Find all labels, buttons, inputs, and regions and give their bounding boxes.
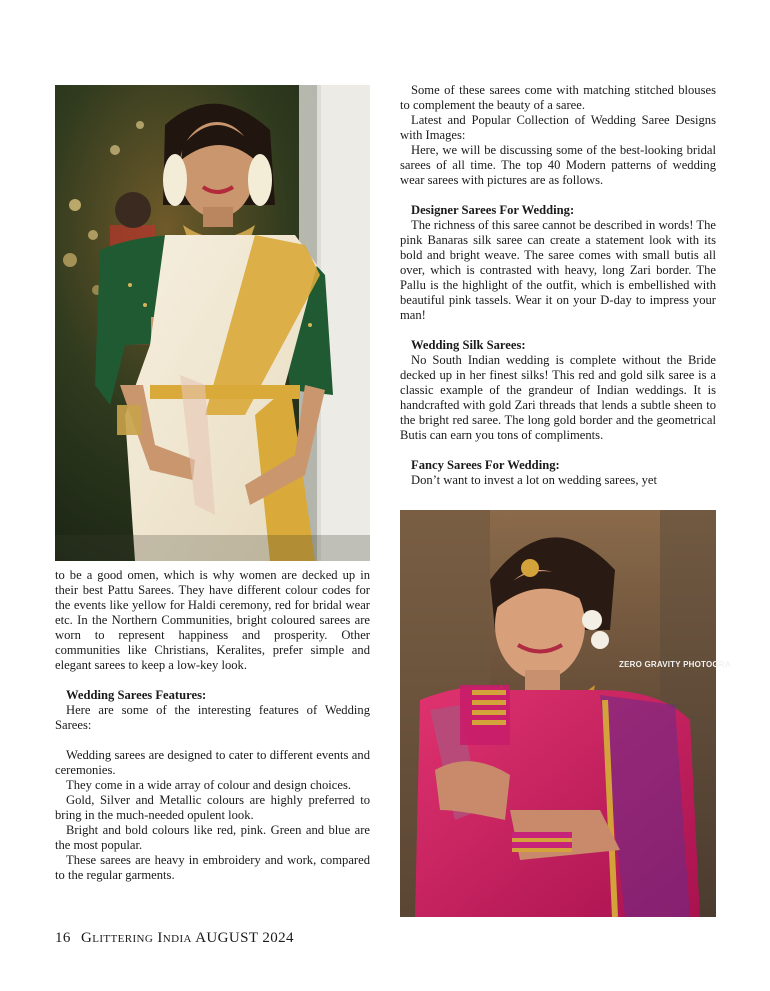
paragraph: Some of these sarees come with matching stitched blouses to complement the beauty of a saree. <box>400 83 716 112</box>
feature-item: These sarees are heavy in embroidery and work, compared to the regular garments. <box>55 853 370 882</box>
paragraph: to be a good omen, which is why women are decked up in their best Pattu Sarees. They have different colour codes for the events like yellow for Haldi ceremony, red for bridal wear etc. In the Northern Communities, bright coloured sarees are worn to represent happiness and prosperity. Other communities like Christians, Keralites, prefer simple and elegant sarees to keep a low-key look. <box>55 568 370 672</box>
paragraph: No South Indian wedding is complete without the Bride decked up in her finest silks! This red and gold silk saree is a classic example of the grandeur of Indian weddings. It is handcrafted with gold Zari threads that lends a subtle sheen to the bright red saree. The long gold border and the geometrical Butis can earn you tons of compliments. <box>400 353 716 442</box>
section-heading: Wedding Silk Sarees: <box>411 338 526 352</box>
article-column-left <box>55 568 370 883</box>
photo-cream-gold-saree-image <box>55 85 370 561</box>
paragraph: The richness of this saree cannot be described in words! The pink Banaras silk saree can create a statement look with its bold and bright weave. The saree comes with small butis all over, which is contrasted with heavy, long Zari border. The Pallu is the highlight of the outfit, which is embellished with beautiful pink tassels. Wear it on your D-day to impress your man! <box>400 218 716 322</box>
section-heading: Designer Sarees For Wedding: <box>411 203 575 217</box>
feature-item: They come in a wide array of colour and design choices. <box>66 778 352 792</box>
feature-item: Wedding sarees are designed to cater to different events and ceremonies. <box>55 748 370 777</box>
photo-watermark: ZERO GRAVITY PHOTOGRA <box>619 660 731 669</box>
paragraph: Here, we will be discussing some of the best-looking bridal sarees of all time. The top 40 Modern patterns of wedding wear sarees with pictures are as follows. <box>400 143 716 187</box>
paragraph: Don’t want to invest a lot on wedding sarees, yet <box>411 473 657 487</box>
section-heading: Fancy Sarees For Wedding: <box>411 458 560 472</box>
photo-pink-bridal-saree-image <box>400 510 716 917</box>
article-column-right <box>400 83 716 488</box>
page-footer <box>55 930 294 947</box>
paragraph: Latest and Popular Collection of Wedding Saree Designs with Images: <box>400 113 716 142</box>
feature-item: Gold, Silver and Metallic colours are highly preferred to bring in the much-needed opulent look. <box>55 793 370 822</box>
magazine-name: Glittering India <box>80 930 192 946</box>
photo-cream-gold-saree <box>55 85 370 561</box>
section-heading: Wedding Sarees Features: <box>66 688 207 702</box>
photo-pink-bridal-saree <box>400 510 731 917</box>
issue-date: AUGUST 2024 <box>195 930 294 946</box>
feature-item: Bright and bold colours like red, pink. Green and blue are the most popular. <box>55 823 370 852</box>
page-number: 16 <box>55 930 71 946</box>
paragraph: Here are some of the interesting features of Wedding Sarees: <box>55 703 370 732</box>
